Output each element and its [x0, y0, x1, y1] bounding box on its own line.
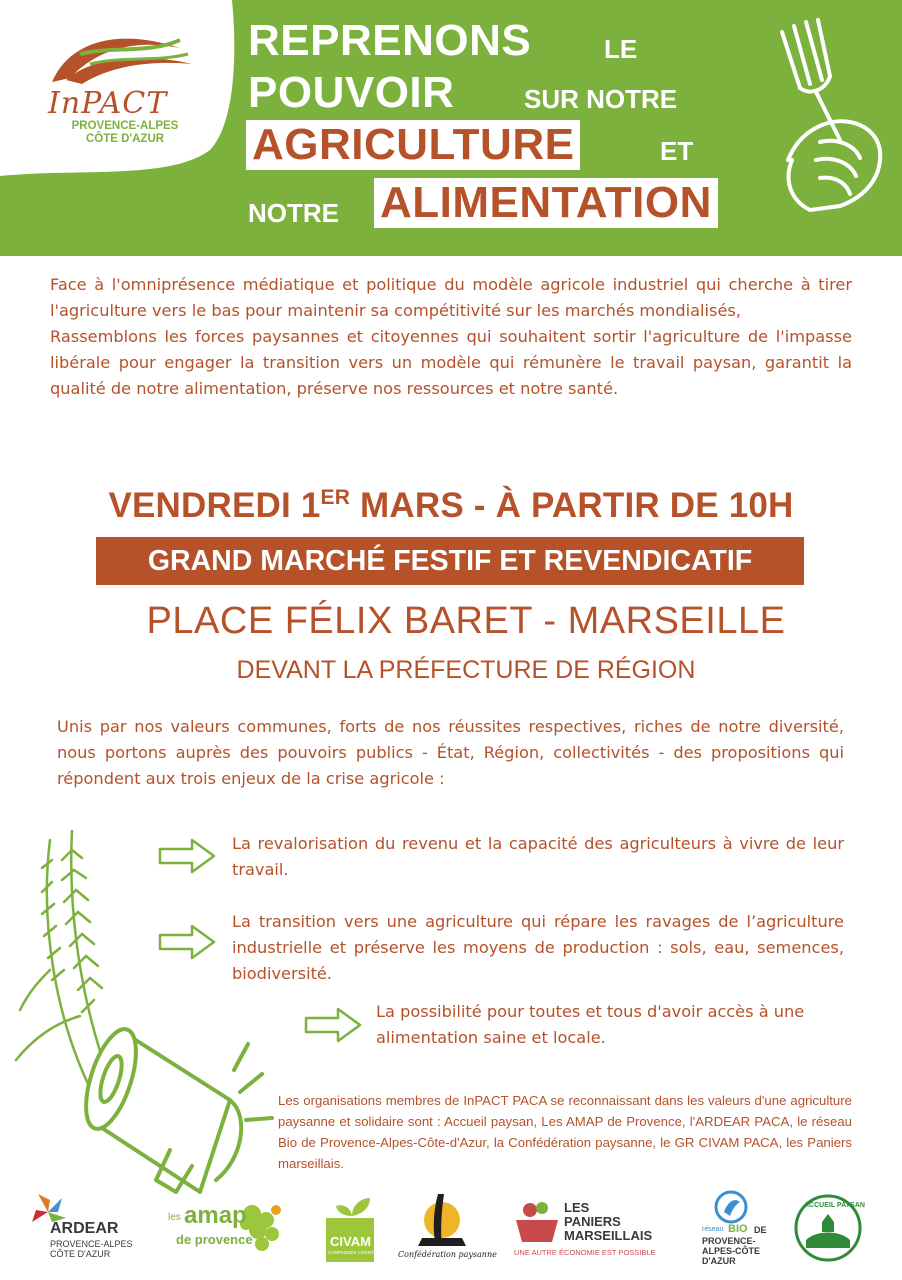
event-date: [0, 486, 902, 526]
intro-paragraph-2: Rassemblons les forces paysannes et citoyennes qui souhaitent sortir l'agriculture de l'impasse libérale pour engager la transition vers un modèle qui rémunère le travail paysan, garantit la qualité de notre alimentation, préserve nos ressources et notre santé.: [50, 327, 852, 398]
confederation-name: Confédération paysanne: [398, 1250, 497, 1259]
civam-sub: CAMPAGNES VIVANTES: [328, 1250, 380, 1255]
arrow-right-icon: [302, 1005, 364, 1045]
ardear-logo: [28, 1192, 148, 1264]
logo-region-line1: PROVENCE-ALPES: [71, 120, 179, 132]
paniers-line1: LES: [564, 1200, 590, 1215]
header-banner: [0, 0, 902, 256]
bio-bio: BIO: [728, 1223, 748, 1235]
civam-logo: [322, 1194, 382, 1268]
fork-hand-icon: [770, 10, 895, 230]
bio-region-2: ALPES-CÔTE: [702, 1246, 761, 1256]
ardear-sub2: CÔTE D'AZUR: [50, 1249, 111, 1259]
reseau-bio-logo: [700, 1190, 780, 1268]
proposal-item-1: La revalorisation du revenu et la capacité des agriculteurs à vivre de leur travail.: [232, 834, 844, 879]
arrow-right-icon: [156, 922, 218, 962]
headline-word-sur-notre: SUR NOTRE: [524, 84, 678, 114]
civam-name: CIVAM: [330, 1234, 371, 1249]
bio-de: DE: [754, 1225, 767, 1235]
headline-word-alimentation: ALIMENTATION: [374, 178, 718, 228]
event-banner: GRAND MARCHÉ FESTIF ET REVENDICATIF: [96, 537, 804, 585]
partner-logos: [0, 1186, 902, 1270]
intro-paragraph-1: Face à l'omniprésence médiatique et politique du modèle agricole industriel qui cherche à tirer l'agriculture vers le bas pour maintenir sa compétitivité sur les marchés mondialisés,: [50, 275, 852, 320]
headline-word-pouvoir: POUVOIR: [248, 68, 455, 117]
inpact-logo: [30, 20, 220, 170]
accueil-paysan-logo: [792, 1192, 864, 1264]
confederation-sun-icon: [398, 1190, 488, 1250]
amap-les: les: [168, 1212, 181, 1223]
paniers-marseillais-logo: [512, 1200, 688, 1262]
confederation-paysanne-logo: [398, 1190, 497, 1266]
event-date-superscript: ER: [320, 486, 351, 509]
event-sub-place: DEVANT LA PRÉFECTURE DE RÉGION: [236, 656, 696, 684]
headline-word-reprenons: REPRENONS: [248, 16, 532, 65]
bio-reseau: réseau: [702, 1226, 724, 1233]
wheat-megaphone-icon: [10, 830, 310, 1210]
ardear-name: ARDEAR: [50, 1220, 119, 1237]
ardear-sub1: PROVENCE-ALPES: [50, 1239, 133, 1249]
bio-region-1: PROVENCE-: [702, 1236, 756, 1246]
amap-sub: de provence: [176, 1232, 253, 1247]
amap-name: amap: [184, 1202, 247, 1229]
civam-sprout-icon: [322, 1194, 382, 1268]
paniers-line3: MARSEILLAIS: [564, 1228, 653, 1243]
proposal-item-3: La possibilité pour toutes et tous d'avoir accès à une alimentation saine et locale.: [376, 1002, 805, 1047]
members-statement: Les organisations membres de InPACT PACA se reconnaissant dans les valeurs d'une agriculture paysanne et solidaire sont : Accueil paysan, Les AMAP de Provence, l'ARDEAR PACA, le réseau Bio de Provence-Alpes-Côte-d'Azur, la Confédération paysanne, le GR CIVAM PACA, les Paniers marseillais.: [278, 1093, 852, 1171]
headline-word-agriculture: AGRICULTURE: [246, 120, 580, 170]
values-intro: Unis par nos valeurs communes, forts de nos réussites respectives, riches de notre diversité, nous portons auprès des pouvoirs publics - État, Région, collectivités - des propositions qui répondent aux trois enjeux de la crise agricole :: [57, 717, 844, 788]
event-date-part2: MARS - À PARTIR DE 10H: [350, 486, 794, 525]
headline-word-le: LE: [604, 34, 638, 64]
logo-region: [60, 120, 190, 146]
paniers-tagline: UNE AUTRE ÉCONOMIE EST POSSIBLE: [514, 1248, 656, 1257]
logo-region-line2: CÔTE D'AZUR: [85, 133, 165, 145]
intro-text: [50, 272, 852, 402]
arrow-right-icon: [156, 836, 218, 876]
logo-wordmark: InPACT: [48, 86, 168, 121]
event-date-part1: VENDREDI 1: [108, 486, 321, 525]
paniers-line2: PANIERS: [564, 1214, 621, 1229]
headline-word-et: ET: [660, 136, 694, 166]
accueil-paysan-name: ACCUEIL PAYSAN: [804, 1202, 865, 1209]
bio-circle-icon: [714, 1190, 748, 1224]
basket-icon: [512, 1200, 562, 1250]
proposal-item-2: La transition vers une agriculture qui répare les ravages de l’agriculture industrielle et préserve les moyens de production : sols, eau, semences, biodiversité.: [232, 912, 844, 983]
amap-logo: [168, 1200, 286, 1260]
event-place: PLACE FÉLIX BARET - MARSEILLE: [146, 600, 786, 642]
headline-word-notre: NOTRE: [248, 198, 339, 228]
bio-region-3: D'AZUR: [702, 1256, 736, 1266]
